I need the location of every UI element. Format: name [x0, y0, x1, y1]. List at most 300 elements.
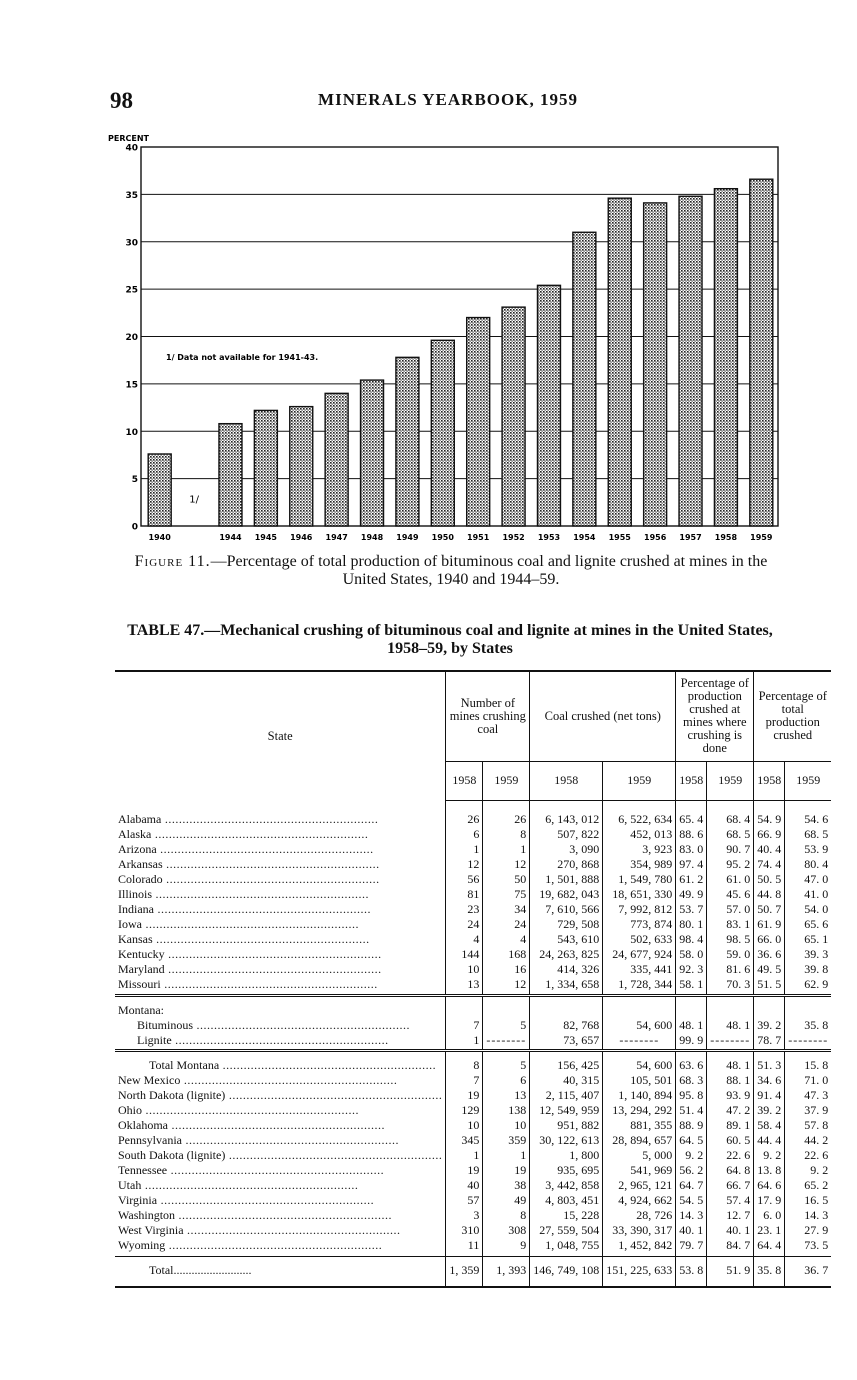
- value-cell: 61. 9: [754, 917, 785, 932]
- header-year: 1959: [785, 761, 831, 800]
- value-cell: 1, 140, 894: [603, 1088, 676, 1103]
- value-cell: 19: [446, 1163, 483, 1178]
- value-cell: 28, 894, 657: [603, 1133, 676, 1148]
- value-cell: 2, 965, 121: [603, 1178, 676, 1193]
- state-cell: North Dakota (lignite) .....: [115, 1088, 446, 1103]
- value-cell: 5: [483, 1018, 530, 1033]
- value-cell: 3, 923: [603, 842, 676, 857]
- value-cell: 71. 0: [785, 1073, 831, 1088]
- table-row: [115, 887, 831, 902]
- value-cell: 64. 6: [754, 1178, 785, 1193]
- value-cell: 57. 8: [785, 1118, 831, 1133]
- value-cell: 4: [446, 932, 483, 947]
- x-tick-label: 1940: [148, 533, 171, 542]
- value-cell: 39. 2: [754, 1103, 785, 1118]
- value-cell: 49. 5: [754, 962, 785, 977]
- x-tick-label: 1951: [467, 533, 490, 542]
- value-cell: 12. 7: [707, 1208, 754, 1223]
- value-cell: 39. 3: [785, 947, 831, 962]
- value-cell: 144: [446, 947, 483, 962]
- value-cell: 36. 6: [754, 947, 785, 962]
- value-cell: 12, 549, 959: [530, 1103, 603, 1118]
- value-cell: 9. 2: [785, 1163, 831, 1178]
- value-cell: 90. 7: [707, 842, 754, 857]
- figure-caption-label: Figure 11.: [134, 553, 211, 570]
- y-tick-label: 5: [131, 475, 138, 486]
- state-cell: Utah .....: [115, 1178, 446, 1193]
- x-tick-label: 1944: [219, 533, 242, 542]
- bar: [431, 340, 454, 526]
- header-state: State: [115, 671, 446, 800]
- bar: [714, 189, 737, 526]
- value-cell: 30, 122, 613: [530, 1133, 603, 1148]
- spacer-cell: [483, 800, 530, 812]
- value-cell: 138: [483, 1103, 530, 1118]
- value-cell: 40, 315: [530, 1073, 603, 1088]
- figure-caption-text: —Percentage of total production of bituminous coal and lignite crushed at mines in the United States, 1940 and 1944–59.: [210, 553, 768, 588]
- state-cell: Maryland .....: [115, 962, 446, 977]
- state-cell: Tennessee .....: [115, 1163, 446, 1178]
- value-cell: 89. 1: [707, 1118, 754, 1133]
- state-cell: Pennsylvania .....: [115, 1133, 446, 1148]
- value-cell: 15. 8: [785, 1058, 831, 1073]
- value-cell: 48. 1: [707, 1018, 754, 1033]
- value-cell: 54, 600: [603, 1018, 676, 1033]
- value-cell: 19, 682, 043: [530, 887, 603, 902]
- value-cell: 68. 3: [676, 1073, 707, 1088]
- x-tick-label: 1955: [608, 533, 631, 542]
- spacer-cell: [785, 800, 831, 812]
- value-cell: 36. 7: [785, 1256, 831, 1287]
- value-cell: 93. 9: [707, 1088, 754, 1103]
- value-cell: 22. 6: [785, 1148, 831, 1163]
- y-tick-label: 40: [125, 143, 138, 154]
- table-row: [115, 977, 831, 992]
- value-cell: 4, 924, 662: [603, 1193, 676, 1208]
- table-row: [115, 962, 831, 977]
- bar: [573, 232, 596, 526]
- table-row: [115, 932, 831, 947]
- x-tick-label: 1957: [679, 533, 702, 542]
- value-cell: 73, 657: [530, 1033, 603, 1048]
- table-47: [115, 670, 831, 1288]
- value-cell: 92. 3: [676, 962, 707, 977]
- value-cell: 7, 992, 812: [603, 902, 676, 917]
- header-year: 1958: [446, 761, 483, 800]
- table-row: [115, 1193, 831, 1208]
- spacer-cell: [603, 800, 676, 812]
- header-pct-mines: Percentage of production crushed at mines where crushing is done: [676, 671, 754, 761]
- value-cell: --------: [707, 1033, 754, 1048]
- value-cell: 54, 600: [603, 1058, 676, 1073]
- table-row: [115, 947, 831, 962]
- bar: [219, 424, 242, 526]
- value-cell: 12: [446, 857, 483, 872]
- value-cell: 27, 559, 504: [530, 1223, 603, 1238]
- spacer-cell: [707, 800, 754, 812]
- value-cell: 168: [483, 947, 530, 962]
- value-cell: 24, 263, 825: [530, 947, 603, 962]
- state-cell: Iowa .....: [115, 917, 446, 932]
- header-year: 1959: [707, 761, 754, 800]
- state-cell: West Virginia .....: [115, 1223, 446, 1238]
- y-axis-label: PERCENT: [108, 134, 149, 143]
- bar: [396, 357, 419, 526]
- value-cell: 310: [446, 1223, 483, 1238]
- value-cell: 2, 115, 407: [530, 1088, 603, 1103]
- value-cell: 9. 2: [676, 1148, 707, 1163]
- value-cell: [530, 1003, 603, 1018]
- gap-footnote-marker: 1/: [189, 494, 199, 506]
- value-cell: 80. 1: [676, 917, 707, 932]
- value-cell: 951, 882: [530, 1118, 603, 1133]
- value-cell: 84. 7: [707, 1238, 754, 1253]
- header-year: 1959: [603, 761, 676, 800]
- value-cell: 19: [446, 1088, 483, 1103]
- value-cell: 4, 803, 451: [530, 1193, 603, 1208]
- table-row: [115, 917, 831, 932]
- state-cell: Virginia .....: [115, 1193, 446, 1208]
- running-head-title: MINERALS YEARBOOK, 1959: [318, 90, 578, 109]
- value-cell: 1, 393: [483, 1256, 530, 1287]
- value-cell: 51. 3: [754, 1058, 785, 1073]
- value-cell: 3, 442, 858: [530, 1178, 603, 1193]
- value-cell: --------: [483, 1033, 530, 1048]
- value-cell: 12: [483, 977, 530, 992]
- value-cell: 1, 048, 755: [530, 1238, 603, 1253]
- value-cell: 97. 4: [676, 857, 707, 872]
- value-cell: 91. 4: [754, 1088, 785, 1103]
- bar: [467, 318, 490, 526]
- value-cell: 83. 1: [707, 917, 754, 932]
- value-cell: 414, 326: [530, 962, 603, 977]
- x-tick-label: 1954: [573, 533, 596, 542]
- value-cell: 10: [446, 962, 483, 977]
- value-cell: 54. 5: [676, 1193, 707, 1208]
- value-cell: 10: [483, 1118, 530, 1133]
- value-cell: [754, 1003, 785, 1018]
- state-cell: Wyoming .....: [115, 1238, 446, 1253]
- bar: [254, 410, 277, 526]
- y-tick-label: 25: [125, 285, 138, 296]
- value-cell: 75: [483, 887, 530, 902]
- x-tick-label: 1946: [290, 533, 313, 542]
- table-row: [115, 842, 831, 857]
- bar: [502, 307, 525, 526]
- spacer-cell: [446, 800, 483, 812]
- value-cell: 1: [483, 1148, 530, 1163]
- value-cell: [483, 1003, 530, 1018]
- value-cell: 53. 9: [785, 842, 831, 857]
- value-cell: 53. 8: [676, 1256, 707, 1287]
- spacer-cell: [754, 800, 785, 812]
- value-cell: 48. 1: [676, 1018, 707, 1033]
- value-cell: 507, 822: [530, 827, 603, 842]
- value-cell: 58. 0: [676, 947, 707, 962]
- x-tick-label: 1948: [360, 533, 384, 542]
- value-cell: 1, 728, 344: [603, 977, 676, 992]
- value-cell: 44. 4: [754, 1133, 785, 1148]
- value-cell: 66. 7: [707, 1178, 754, 1193]
- value-cell: 50. 5: [754, 872, 785, 887]
- value-cell: 3, 090: [530, 842, 603, 857]
- value-cell: 6: [446, 827, 483, 842]
- value-cell: [676, 1003, 707, 1018]
- value-cell: 64. 4: [754, 1238, 785, 1253]
- value-cell: 17. 9: [754, 1193, 785, 1208]
- table-row: [115, 857, 831, 872]
- table-row: [115, 1033, 831, 1048]
- value-cell: 773, 874: [603, 917, 676, 932]
- value-cell: 543, 610: [530, 932, 603, 947]
- value-cell: 73. 5: [785, 1238, 831, 1253]
- value-cell: 26: [446, 812, 483, 827]
- value-cell: 23. 1: [754, 1223, 785, 1238]
- value-cell: 27. 9: [785, 1223, 831, 1238]
- value-cell: [446, 1003, 483, 1018]
- header-coal-crushed: Coal crushed (net tons): [530, 671, 676, 761]
- value-cell: 80. 4: [785, 857, 831, 872]
- value-cell: 1: [483, 842, 530, 857]
- bar: [148, 454, 171, 526]
- total-label: Total: [149, 1262, 174, 1277]
- value-cell: 66. 9: [754, 827, 785, 842]
- table-row: [115, 1178, 831, 1193]
- table-row: [115, 812, 831, 827]
- value-cell: --------: [603, 1033, 676, 1048]
- value-cell: 129: [446, 1103, 483, 1118]
- value-cell: 70. 3: [707, 977, 754, 992]
- value-cell: 64. 7: [676, 1178, 707, 1193]
- value-cell: 57: [446, 1193, 483, 1208]
- value-cell: 3: [446, 1208, 483, 1223]
- table-row: [115, 1163, 831, 1178]
- value-cell: 88. 9: [676, 1118, 707, 1133]
- table-row: [115, 1238, 831, 1253]
- value-cell: 8: [446, 1058, 483, 1073]
- value-cell: 1, 452, 842: [603, 1238, 676, 1253]
- value-cell: 65. 6: [785, 917, 831, 932]
- value-cell: 28, 726: [603, 1208, 676, 1223]
- value-cell: 65. 2: [785, 1178, 831, 1193]
- value-cell: 452, 013: [603, 827, 676, 842]
- state-cell: Alaska .....: [115, 827, 446, 842]
- value-cell: 9. 2: [754, 1148, 785, 1163]
- y-tick-label: 10: [125, 427, 138, 438]
- value-cell: 105, 501: [603, 1073, 676, 1088]
- state-cell: Ohio .....: [115, 1103, 446, 1118]
- value-cell: 51. 4: [676, 1103, 707, 1118]
- value-cell: 51. 5: [754, 977, 785, 992]
- state-cell: Arizona .....: [115, 842, 446, 857]
- state-cell: Alabama .....: [115, 812, 446, 827]
- value-cell: 1, 501, 888: [530, 872, 603, 887]
- state-cell: Kentucky .....: [115, 947, 446, 962]
- value-cell: 8: [483, 827, 530, 842]
- value-cell: 5, 000: [603, 1148, 676, 1163]
- value-cell: 40. 1: [707, 1223, 754, 1238]
- value-cell: 82, 768: [530, 1018, 603, 1033]
- value-cell: 24: [446, 917, 483, 932]
- header-year: 1959: [483, 761, 530, 800]
- value-cell: 1, 549, 780: [603, 872, 676, 887]
- value-cell: 1: [446, 842, 483, 857]
- table-row: [115, 827, 831, 842]
- value-cell: 34: [483, 902, 530, 917]
- value-cell: 13: [483, 1088, 530, 1103]
- value-cell: 81: [446, 887, 483, 902]
- state-cell: Oklahoma .....: [115, 1118, 446, 1133]
- value-cell: 38: [483, 1178, 530, 1193]
- value-cell: 57. 4: [707, 1193, 754, 1208]
- value-cell: 78. 7: [754, 1033, 785, 1048]
- value-cell: 6: [483, 1073, 530, 1088]
- value-cell: 74. 4: [754, 857, 785, 872]
- table-row: [115, 902, 831, 917]
- value-cell: 8: [483, 1208, 530, 1223]
- value-cell: 34. 6: [754, 1073, 785, 1088]
- value-cell: 59. 0: [707, 947, 754, 962]
- value-cell: 18, 651, 330: [603, 887, 676, 902]
- value-cell: 26: [483, 812, 530, 827]
- value-cell: 156, 425: [530, 1058, 603, 1073]
- value-cell: 60. 5: [707, 1133, 754, 1148]
- value-cell: 1, 800: [530, 1148, 603, 1163]
- value-cell: 37. 9: [785, 1103, 831, 1118]
- value-cell: 12: [483, 857, 530, 872]
- leader-dots: ..........................: [173, 1262, 252, 1277]
- value-cell: [603, 1003, 676, 1018]
- y-tick-label: 0: [131, 522, 138, 533]
- value-cell: 53. 7: [676, 902, 707, 917]
- table-title: TABLE 47.—Mechanical crushing of bituminous coal and lignite at mines in the United States, 1958–59, by States: [127, 622, 773, 657]
- value-cell: 98. 5: [707, 932, 754, 947]
- bar: [290, 407, 313, 526]
- value-cell: 48. 1: [707, 1058, 754, 1073]
- value-cell: 15, 228: [530, 1208, 603, 1223]
- value-cell: 24: [483, 917, 530, 932]
- value-cell: 13, 294, 292: [603, 1103, 676, 1118]
- value-cell: 359: [483, 1133, 530, 1148]
- table-row: [115, 1088, 831, 1103]
- value-cell: 54. 9: [754, 812, 785, 827]
- value-cell: 40. 1: [676, 1223, 707, 1238]
- x-tick-label: 1945: [254, 533, 277, 542]
- value-cell: 39. 2: [754, 1018, 785, 1033]
- value-cell: [707, 1003, 754, 1018]
- value-cell: 47. 0: [785, 872, 831, 887]
- value-cell: 65. 4: [676, 812, 707, 827]
- value-cell: 502, 633: [603, 932, 676, 947]
- value-cell: 58. 4: [754, 1118, 785, 1133]
- value-cell: 56: [446, 872, 483, 887]
- value-cell: 62. 9: [785, 977, 831, 992]
- value-cell: 54. 0: [785, 902, 831, 917]
- value-cell: 64. 5: [676, 1133, 707, 1148]
- state-cell: Kansas .....: [115, 932, 446, 947]
- value-cell: 44. 8: [754, 887, 785, 902]
- value-cell: 1, 359: [446, 1256, 483, 1287]
- x-tick-label: 1950: [431, 533, 454, 542]
- state-cell: Indiana .....: [115, 902, 446, 917]
- header-year: 1958: [676, 761, 707, 800]
- table-row: [115, 1058, 831, 1073]
- spacer-cell: [676, 800, 707, 812]
- state-cell: Illinois .....: [115, 887, 446, 902]
- value-cell: 24, 677, 924: [603, 947, 676, 962]
- header-year: 1958: [754, 761, 785, 800]
- value-cell: 23: [446, 902, 483, 917]
- value-cell: 9: [483, 1238, 530, 1253]
- bar: [644, 203, 667, 526]
- header-pct-total: Percentage of total production crushed: [754, 671, 831, 761]
- value-cell: 68. 5: [707, 827, 754, 842]
- value-cell: 13: [446, 977, 483, 992]
- value-cell: 7, 610, 566: [530, 902, 603, 917]
- value-cell: 79. 7: [676, 1238, 707, 1253]
- state-cell: Arkansas .....: [115, 857, 446, 872]
- value-cell: 5: [483, 1058, 530, 1073]
- x-tick-label: 1959: [750, 533, 773, 542]
- value-cell: 61. 0: [707, 872, 754, 887]
- value-cell: 6, 522, 634: [603, 812, 676, 827]
- value-cell: 41. 0: [785, 887, 831, 902]
- bar: [325, 393, 348, 526]
- value-cell: 6. 0: [754, 1208, 785, 1223]
- value-cell: 40: [446, 1178, 483, 1193]
- value-cell: 16. 5: [785, 1193, 831, 1208]
- table-row: [115, 1073, 831, 1088]
- table-row: [115, 1103, 831, 1118]
- value-cell: 57. 0: [707, 902, 754, 917]
- value-cell: 56. 2: [676, 1163, 707, 1178]
- value-cell: 47. 3: [785, 1088, 831, 1103]
- state-cell: Washington .....: [115, 1208, 446, 1223]
- value-cell: 14. 3: [676, 1208, 707, 1223]
- value-cell: 33, 390, 317: [603, 1223, 676, 1238]
- value-cell: 66. 0: [754, 932, 785, 947]
- value-cell: 146, 749, 108: [530, 1256, 603, 1287]
- bar: [750, 179, 773, 526]
- y-tick-label: 20: [125, 333, 138, 343]
- value-cell: 1: [446, 1033, 483, 1048]
- value-cell: 45. 6: [707, 887, 754, 902]
- value-cell: 58. 1: [676, 977, 707, 992]
- figure-caption: [118, 553, 784, 589]
- value-cell: 541, 969: [603, 1163, 676, 1178]
- value-cell: 35. 8: [754, 1256, 785, 1287]
- bar: [361, 380, 384, 526]
- table-row: [115, 1148, 831, 1163]
- value-cell: 51. 9: [707, 1256, 754, 1287]
- table-row: [115, 1223, 831, 1238]
- table-row: [115, 1018, 831, 1033]
- bar: [679, 196, 702, 526]
- value-cell: 39. 8: [785, 962, 831, 977]
- state-cell: [115, 1256, 446, 1287]
- value-cell: 81. 6: [707, 962, 754, 977]
- value-cell: 49: [483, 1193, 530, 1208]
- spacer-cell: [115, 800, 446, 812]
- value-cell: 88. 6: [676, 827, 707, 842]
- value-cell: 22. 6: [707, 1148, 754, 1163]
- value-cell: 35. 8: [785, 1018, 831, 1033]
- value-cell: 95. 8: [676, 1088, 707, 1103]
- value-cell: 1: [446, 1148, 483, 1163]
- value-cell: 881, 355: [603, 1118, 676, 1133]
- value-cell: 44. 2: [785, 1133, 831, 1148]
- x-tick-label: 1953: [537, 533, 561, 542]
